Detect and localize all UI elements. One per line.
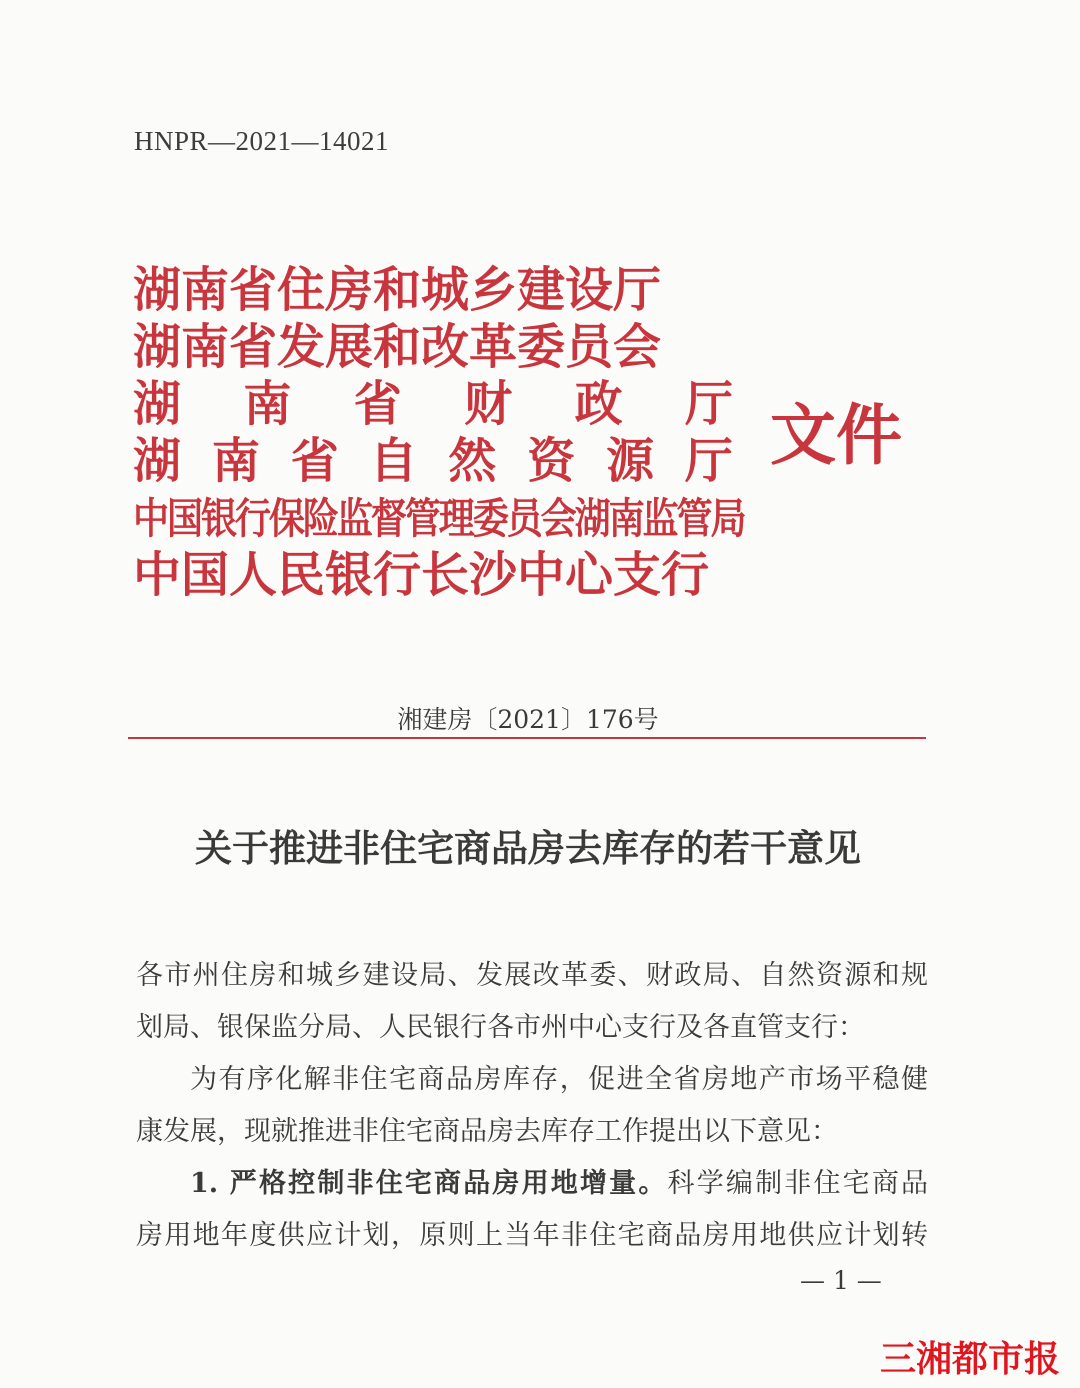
item-1-line: 房用地年度供应计划，原则上当年非住宅商品房用地供应计划转 xyxy=(136,1220,928,1251)
document-title: 关于推进非住宅商品房去库存的若干意见 xyxy=(195,827,861,870)
document-code: HNPR—2021—14021 xyxy=(134,126,390,156)
issuer-block xyxy=(133,262,745,604)
header-divider-line xyxy=(128,737,926,739)
issuer-development-reform-commission: 湖南省发展和改革委员会 xyxy=(133,319,662,375)
item-1-heading: 1. 严格控制非住宅商品房用地增量。 xyxy=(190,1168,668,1199)
issuer-banking-insurance-regulator: 中国银行保险监督管理委员会湖南监管局 xyxy=(133,494,745,543)
issuer-char: 厅 xyxy=(684,433,733,489)
issuer-peoples-bank-branch: 中国人民银行长沙中心支行 xyxy=(133,547,710,603)
address-line: 各市州住房和城乡建设局、发展改革委、财政局、自然资源和规 xyxy=(136,960,928,991)
issuer-char: 省 xyxy=(353,376,402,432)
newspaper-watermark-logo: 三湘都市报 xyxy=(880,1339,1061,1380)
issuer-char: 南 xyxy=(211,433,260,489)
issuer-char: 湖 xyxy=(133,433,182,489)
issuer-char: 资 xyxy=(527,433,576,489)
item-1-line xyxy=(190,1158,928,1210)
issuer-char: 厅 xyxy=(684,376,733,432)
issuer-char: 源 xyxy=(606,433,655,489)
issuer-char: 财 xyxy=(464,376,513,432)
intro-paragraph-line: 为有序化解非住宅商品房库存，促进全省房地产市场平稳健 xyxy=(190,1064,928,1095)
issuer-char: 政 xyxy=(574,376,623,432)
issuer-char: 南 xyxy=(243,376,292,432)
item-1-text: 科学编制非住宅商品 xyxy=(667,1168,928,1199)
address-line: 划局、银保监分局、人民银行各市州中心支行及各直管支行： xyxy=(136,1012,865,1043)
page-number: — 1 — xyxy=(800,1266,882,1295)
issuer-natural-resources-department xyxy=(133,433,733,490)
issuer-char: 然 xyxy=(448,433,497,489)
issuer-finance-department xyxy=(133,376,733,433)
issuer-char: 省 xyxy=(290,433,339,489)
document-type-label: 文件 xyxy=(770,397,902,474)
document-number: 湘建房〔2021〕176号 xyxy=(397,705,659,734)
issuer-char: 自 xyxy=(369,433,418,489)
intro-paragraph-line: 康发展，现就推进非住宅商品房去库存工作提出以下意见： xyxy=(136,1116,838,1147)
issuer-char: 湖 xyxy=(133,376,182,432)
issuer-housing-department: 湖南省住房和城乡建设厅 xyxy=(133,262,662,318)
